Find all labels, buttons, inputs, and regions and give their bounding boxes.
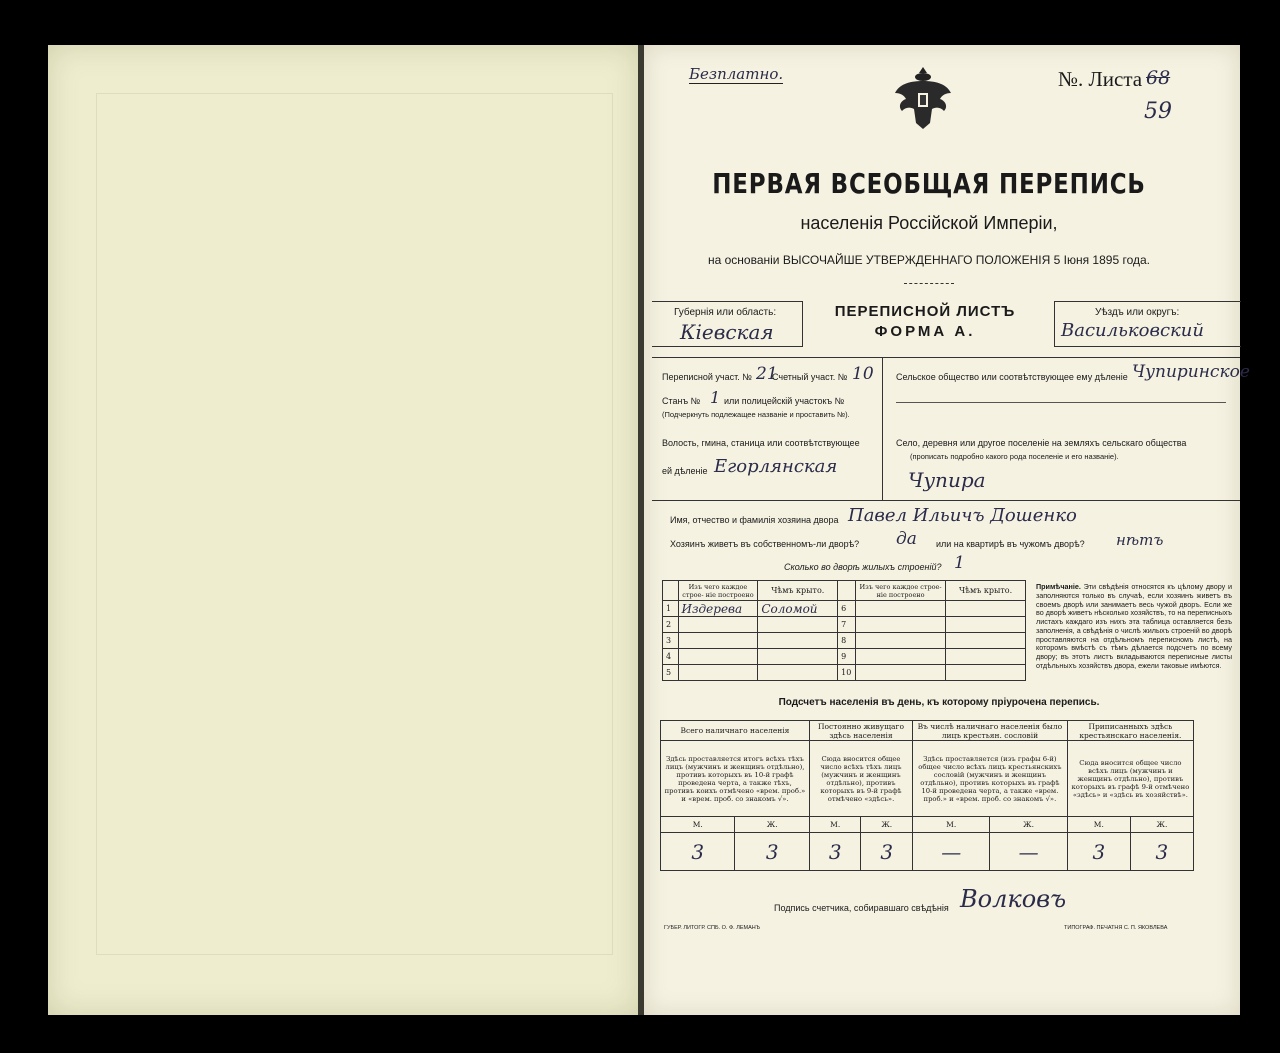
uezd-label: Уѣздъ или округъ: bbox=[1095, 307, 1180, 318]
imperial-eagle-icon bbox=[892, 63, 954, 135]
summary-column-desc: Сюда вносится общее число всѣхъ тѣхъ лицъ (мужчинъ и женщинъ отдѣльно), противъ которыхъ въ 9-й графѣ отмѣчено «здѣсь». bbox=[809, 741, 912, 817]
selo-label: Село, деревня или другое поселеніе на земляхъ сельскаго общества bbox=[896, 438, 1187, 448]
uchastok-label: Переписной участ. № bbox=[662, 372, 752, 382]
building-row bbox=[663, 601, 1026, 617]
summary-heading: Подсчетъ населенія въ день, къ которому пріурочена перепись. bbox=[778, 697, 1100, 708]
rent-label: или на квартирѣ въ чужомъ дворѣ? bbox=[936, 539, 1085, 549]
obshchestvo-label: Сельское общество или соотвѣтствующее ему дѣленіе bbox=[896, 372, 1128, 382]
building-roof bbox=[946, 617, 1026, 633]
own-yard-label: Хозяинъ живетъ въ собственномъ-ли дворѣ? bbox=[670, 539, 860, 549]
column-divider bbox=[882, 358, 883, 500]
row-number: 8 bbox=[838, 633, 856, 649]
building-material bbox=[678, 633, 758, 649]
gubernia-box bbox=[652, 301, 803, 347]
sheet-number-struck: 68 bbox=[1146, 67, 1171, 89]
schetny-label: Счетный участ. № bbox=[772, 372, 848, 382]
building-material bbox=[678, 617, 758, 633]
free-label: Безплатно. bbox=[689, 65, 784, 83]
form-subtitle: населенія Россійской Имперіи, bbox=[800, 213, 1058, 233]
building-material bbox=[855, 601, 945, 617]
row-number: 4 bbox=[663, 649, 679, 665]
row-number: 10 bbox=[838, 665, 856, 681]
row-number: 7 bbox=[838, 617, 856, 633]
stan-value: 1 bbox=[710, 388, 721, 407]
building-roof: Соломой bbox=[758, 601, 838, 617]
census-form-page bbox=[644, 45, 1250, 1015]
note-block bbox=[1036, 583, 1232, 671]
building-material bbox=[855, 617, 945, 633]
owner-name-label: Имя, отчество и фамилія хозяина двора bbox=[670, 515, 839, 525]
printer-left: ГУБЕР. ЛИТОГР. СПБ. О. Ф. ЛЕМАНЪ bbox=[664, 925, 761, 931]
col-material: Изъ чего каждое строе- ніе построено bbox=[678, 581, 758, 601]
building-roof bbox=[758, 633, 838, 649]
row-number: 2 bbox=[663, 617, 679, 633]
note-title: Примѣчаніе. bbox=[1036, 582, 1081, 591]
selo-note: (прописать подробно какого рода поселеніе и его названіе). bbox=[910, 452, 1119, 461]
rent-value: нѣтъ bbox=[1116, 531, 1164, 549]
male-label: М. bbox=[661, 817, 735, 833]
female-label: Ж. bbox=[861, 817, 913, 833]
building-material bbox=[678, 665, 758, 681]
summary-value: — bbox=[990, 833, 1067, 871]
form-type-block bbox=[810, 303, 1040, 340]
summary-column-desc: Здѣсь проставляется итогъ всѣхъ тѣхъ лицъ (мужчинъ и женщинъ отдѣльно), противъ которыхъ въ 10-й графѣ проведена черта, а также тѣхъ, противъ коихъ отмѣчено «врем. проб.» и «врем. проб. со знакомъ √». bbox=[661, 741, 810, 817]
buildings-label: Сколько во дворѣ жилыхъ строеній? bbox=[784, 562, 942, 572]
row-number: 5 bbox=[663, 665, 679, 681]
summary-value: 3 bbox=[809, 833, 861, 871]
volost-value: Егорлянская bbox=[714, 456, 838, 477]
uezd-value: Васильковский bbox=[1061, 320, 1204, 341]
building-material: Издерева bbox=[678, 601, 758, 617]
own-yard-value: да bbox=[896, 529, 917, 549]
obshchestvo-line bbox=[896, 402, 1226, 403]
row-number: 9 bbox=[838, 649, 856, 665]
row-number: 3 bbox=[663, 633, 679, 649]
summary-column-title: Приписанныхъ здѣсь крестьянскаго населенія. bbox=[1067, 721, 1193, 741]
female-label: Ж. bbox=[1130, 817, 1193, 833]
building-row bbox=[663, 633, 1026, 649]
police-label: или полицейскій участокъ № bbox=[724, 396, 845, 406]
summary-value: 3 bbox=[1067, 833, 1130, 871]
summary-column-desc: Здѣсь проставляется (изъ графы 6-й) общее число всѣхъ лицъ крестьянскихъ сословій (мужчинъ и женщинъ отдѣльно), противъ которыхъ въ графѣ 10-й проведена черта, а также «врем. проб.» и «врем. проб. со знакомъ √». bbox=[913, 741, 1068, 817]
building-material bbox=[678, 649, 758, 665]
form-main-title: ПЕРВАЯ ВСЕОБЩАЯ ПЕРЕПИСЬ bbox=[712, 167, 1146, 200]
building-row bbox=[663, 649, 1026, 665]
male-label: М. bbox=[809, 817, 861, 833]
sheet-number-handwritten: 59 bbox=[1144, 99, 1172, 124]
gubernia-value: Кiевская bbox=[680, 320, 774, 344]
signature-label: Подпись счетчика, собиравшаго свѣдѣнія bbox=[774, 903, 949, 913]
building-roof bbox=[946, 649, 1026, 665]
schetny-value: 10 bbox=[852, 364, 874, 384]
note-text: Эти свѣдѣнія относятся къ цѣлому двору и заполняются только въ случаѣ, если хозяинъ живетъ въ своемъ дворѣ или занимаетъ весь чужой дворъ. Если же во дворѣ живетъ нѣсколько хозяйствъ, то на переписныхъ листахъ каждаго изъ нихъ эта таблица оставляется безъ заполненія, а свѣдѣнія о числѣ жилыхъ строеній во дворѣ проставляются на отдѣльномъ переписномъ листѣ, на которомъ вмѣстѣ съ тѣмъ дѣлается подсчетъ по всему двору; въ этотъ листъ вкладываются переписные листы отдѣльныхъ хозяйствъ двора, ежели таковые имѣются. bbox=[1036, 582, 1232, 671]
building-material bbox=[855, 665, 945, 681]
summary-value: 3 bbox=[735, 833, 809, 871]
signature-value: Волковъ bbox=[960, 885, 1067, 913]
owner-name-value: Павел Ильичъ Дошенко bbox=[848, 505, 1077, 526]
uezd-box bbox=[1054, 301, 1241, 347]
row-number: 1 bbox=[663, 601, 679, 617]
summary-column-title: Постоянно живущаго здѣсь населенія bbox=[809, 721, 912, 741]
summary-value: 3 bbox=[1130, 833, 1193, 871]
building-material bbox=[855, 649, 945, 665]
summary-value: 3 bbox=[661, 833, 735, 871]
summary-value: — bbox=[913, 833, 990, 871]
male-label: М. bbox=[1067, 817, 1130, 833]
printer-right: ТИПОГРАФ. ПЕЧАТНЯ С. П. ЯКОВЛЕВА bbox=[1064, 925, 1168, 931]
summary-column-title: Всего наличнаго населенія bbox=[661, 721, 810, 741]
ornament-divider bbox=[904, 283, 954, 284]
sheet-number-label: №. Листа bbox=[1058, 67, 1143, 91]
selo-value: Чупира bbox=[908, 468, 986, 492]
building-roof bbox=[758, 649, 838, 665]
gubernia-label: Губернія или область: bbox=[674, 307, 777, 318]
building-roof bbox=[946, 665, 1026, 681]
col-roof: Чѣмъ крыто. bbox=[758, 581, 838, 601]
female-label: Ж. bbox=[735, 817, 809, 833]
col-roof-2: Чѣмъ крыто. bbox=[946, 581, 1026, 601]
summary-column-desc: Сюда вносится общее число всѣхъ лицъ (мужчинъ и женщинъ отдѣльно), противъ которыхъ въ графѣ 9-й отмѣчено «здѣсь» и «здѣсь въ хозяйствѣ». bbox=[1067, 741, 1193, 817]
volost-label-2: ей дѣленіе bbox=[662, 466, 708, 476]
male-label: М. bbox=[913, 817, 990, 833]
building-roof bbox=[758, 617, 838, 633]
summary-value: 3 bbox=[861, 833, 913, 871]
form-basis-line: на основаніи ВЫСОЧАЙШЕ УТВЕРЖДЕННАГО ПОЛОЖЕНІЯ 5 Іюня 1895 года. bbox=[707, 253, 1150, 267]
form-sheet-label: ПЕРЕПИСНОЙ ЛИСТЪ bbox=[834, 303, 1016, 320]
uchastok-value: 21 bbox=[756, 364, 778, 384]
stan-label: Станъ № bbox=[662, 396, 701, 406]
location-fields bbox=[652, 357, 1250, 501]
bleed-through-frame bbox=[96, 93, 613, 955]
building-row bbox=[663, 617, 1026, 633]
row-number: 6 bbox=[838, 601, 856, 617]
buildings-value: 1 bbox=[954, 553, 965, 573]
female-label: Ж. bbox=[990, 817, 1067, 833]
col-material-2: Изъ чего каждое строе- ніе построено bbox=[855, 581, 945, 601]
summary-column-title: Въ числѣ наличнаго населенія было лицъ крестьян. сословій bbox=[913, 721, 1068, 741]
building-roof bbox=[758, 665, 838, 681]
stan-note: (Подчеркнуть подлежащее названіе и проставить №). bbox=[662, 410, 850, 419]
building-roof bbox=[946, 633, 1026, 649]
left-page bbox=[48, 45, 638, 1015]
obshchestvo-value: Чупиринское bbox=[1132, 362, 1250, 382]
building-material bbox=[855, 633, 945, 649]
building-roof bbox=[946, 601, 1026, 617]
building-row bbox=[663, 665, 1026, 681]
summary-table bbox=[660, 720, 1194, 871]
form-letter-label: ФОРМА А. bbox=[874, 323, 976, 340]
volost-label: Волость, гмина, станица или соотвѣтствующее bbox=[662, 438, 860, 448]
buildings-table bbox=[662, 580, 1026, 681]
